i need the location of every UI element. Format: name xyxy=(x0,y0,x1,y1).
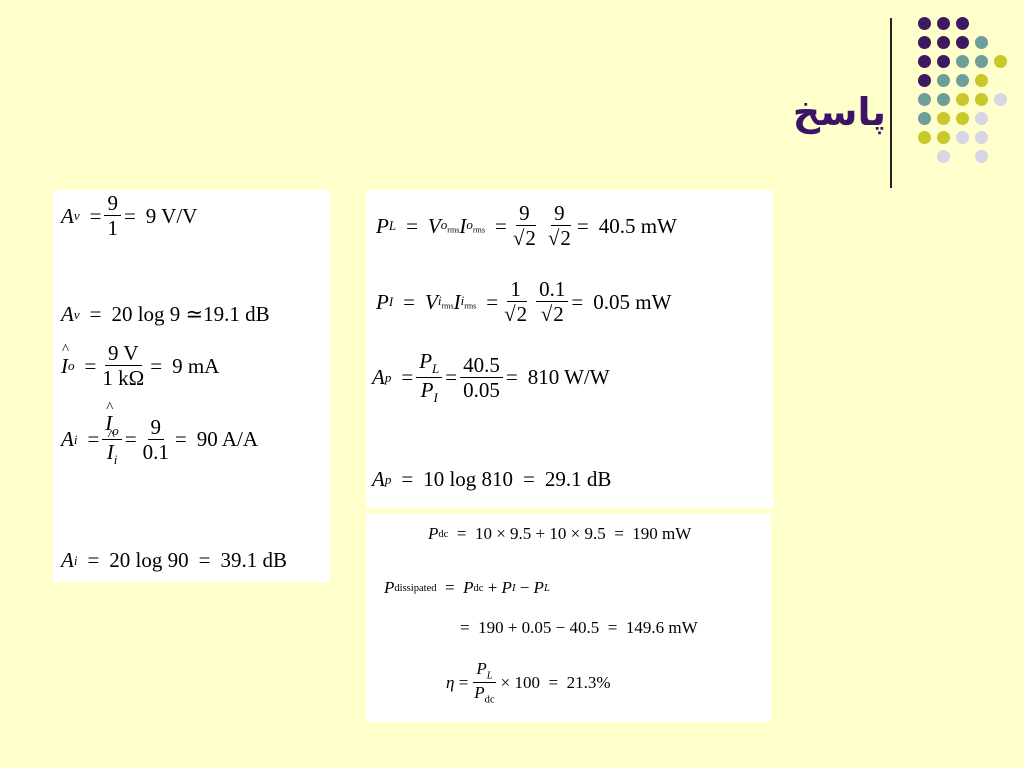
voltage-gain-equation: A v = $\frac{9}{1}$ = 9 V/V xyxy=(61,191,198,241)
decorative-dot xyxy=(937,36,950,49)
decorative-dot xyxy=(956,17,969,30)
dissipated-power-value: = 190 + 0.05 − 40.5 = 149.6 mW xyxy=(460,618,698,637)
decorative-dot xyxy=(994,93,1007,106)
dc-power-equation: P dc = 10 × 9.5 + 10 × 9.5 = 190 mW xyxy=(428,524,692,543)
decorative-dot xyxy=(937,74,950,87)
dissipated-power-equation: P dissipated = P dc + P I − P L xyxy=(384,578,550,597)
slide-title: پاسخ xyxy=(792,90,886,134)
decorative-dot xyxy=(975,131,988,144)
title-divider xyxy=(890,18,892,188)
decorative-dot xyxy=(918,17,931,30)
decorative-dot xyxy=(975,112,988,125)
decorative-dot xyxy=(956,55,969,68)
efficiency-equation: η = $\frac{P_L}{P_{dc}}$ × 100 = 21.3% xyxy=(446,659,611,706)
gain-equations-panel xyxy=(53,190,330,582)
voltage-gain-db-equation: A v = 20 log 9 ≃ 19.1 dB xyxy=(61,302,270,326)
output-current-equation: ^ I o = $\frac{9 V}{1 k\Omega}$ = 9 mA xyxy=(61,342,219,390)
load-power-equation: P L = V $o_{rms}$ I $o_{rms}$ = $\frac{9}{√2}$ $\frac{9}{√2}$ = 40.5 mW xyxy=(376,201,677,251)
decorative-dot xyxy=(937,131,950,144)
power-gain-db-equation: A p = 10 log 810 = 29.1 dB xyxy=(372,467,612,491)
efficiency-equations-panel xyxy=(366,514,771,722)
decorative-dot xyxy=(975,93,988,106)
decorative-dot xyxy=(975,36,988,49)
decorative-dot xyxy=(918,74,931,87)
decorative-dot xyxy=(975,150,988,163)
current-gain-equation: A i = ^ $I_o$ ^ $I_i$ = $\frac{9}{0.1}$ = 90 A/A xyxy=(61,412,258,468)
decorative-dot xyxy=(956,131,969,144)
decorative-dot xyxy=(937,150,950,163)
decorative-dot xyxy=(918,36,931,49)
decorative-dot xyxy=(937,112,950,125)
decorative-dot xyxy=(918,93,931,106)
current-gain-db-equation: A i = 20 log 90 = 39.1 dB xyxy=(61,548,287,572)
decorative-dot xyxy=(956,74,969,87)
decorative-dot xyxy=(937,17,950,30)
power-equations-panel xyxy=(366,190,773,508)
decorative-dot xyxy=(956,36,969,49)
input-power-equation: P I = V $i_{rms}$ I $i_{rms}$ = $\frac{1}{√2}$ $\frac{0.1}{√2}$ = 0.05 mW xyxy=(376,277,672,327)
decorative-dot xyxy=(975,55,988,68)
power-gain-equation: A p = $\frac{P_L}{P_I}$ = $\frac{40.5}{0.05}$ = 810 W/W xyxy=(372,349,610,405)
decorative-dot xyxy=(918,131,931,144)
decorative-dot xyxy=(918,112,931,125)
decorative-dot xyxy=(975,74,988,87)
decorative-dot xyxy=(937,55,950,68)
decorative-dot xyxy=(956,112,969,125)
decorative-dot xyxy=(937,93,950,106)
decorative-dot xyxy=(994,55,1007,68)
decorative-dot xyxy=(956,93,969,106)
decorative-dot xyxy=(918,55,931,68)
